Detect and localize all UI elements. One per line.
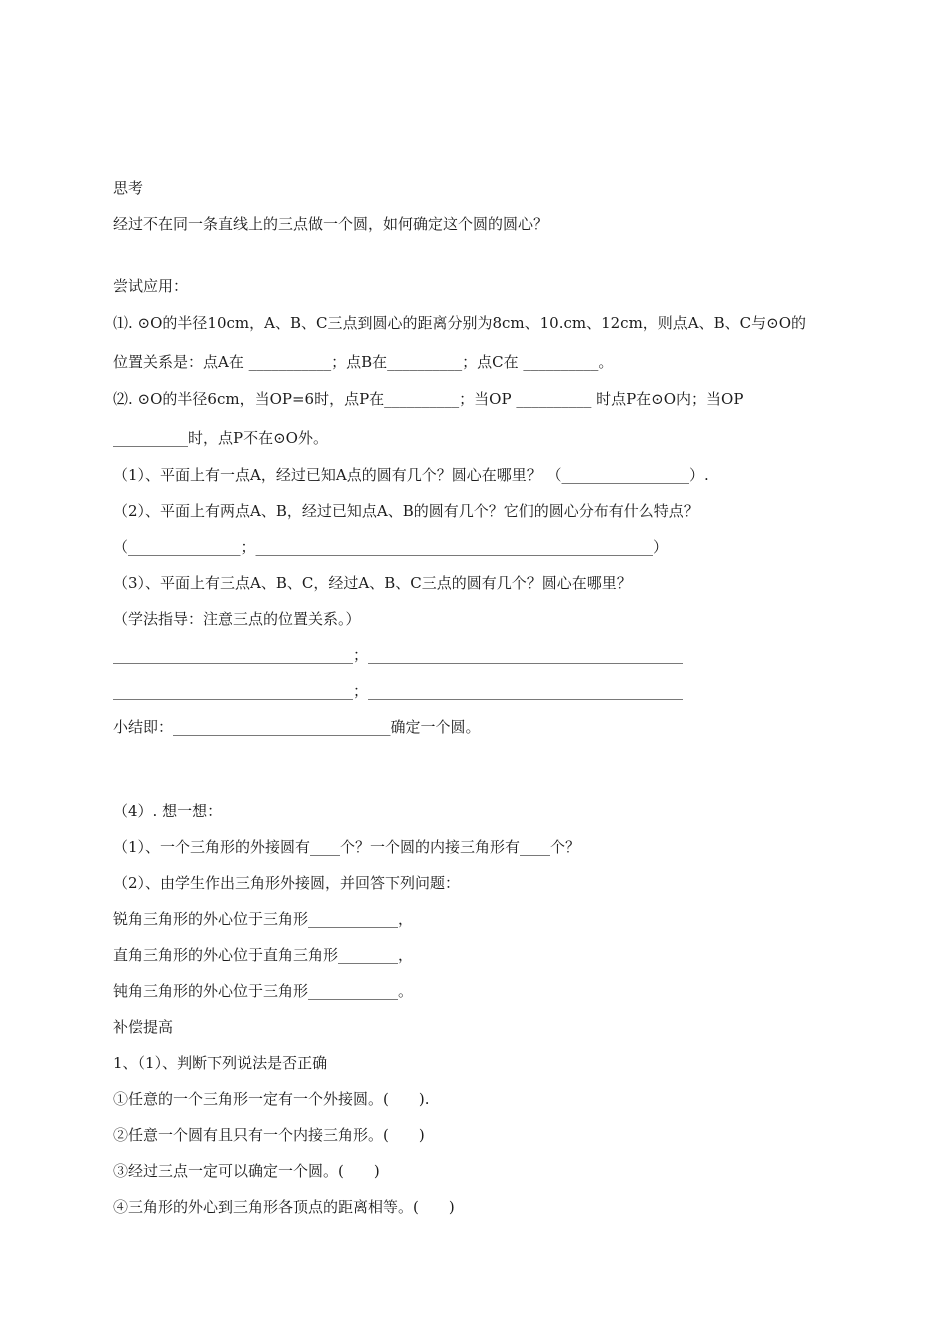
heading-think: 思考 [113,179,144,197]
judge-item-4: ④三角形的外心到三角形各顶点的距离相等。( ) [113,1198,455,1216]
judge-title: 1、（1）、判断下列说法是否正确 [113,1054,328,1072]
q1-line2: 位置关系是：点A在 ___________；点B在__________；点C在 __________。 [113,353,614,371]
judge-item-2: ②任意一个圆有且只有一个内接三角形。( ) [113,1126,425,1144]
prompt-two-points: （2）、平面上有两点A、B，经过已知点A、B的圆有几个？它们的圆心分布有什么特点？ [113,502,699,520]
obtuse-triangle-line: 钝角三角形的外心位于三角形____________。 [113,982,414,1000]
summary-line: 小结即：_____________________________确定一个圆。 [113,718,481,736]
q1-line1: ⑴. ⊙O的半径10cm，A、B、C三点到圆心的距离分别为8cm、10.cm、12cm，则点A、B、C与⊙O的 [113,314,807,332]
acute-triangle-line: 锐角三角形的外心位于三角形____________， [113,910,414,928]
q2-line1: ⑵. ⊙O的半径6cm，当OP=6时，点P在__________；当OP __________ 时点P在⊙O内；当OP [113,390,744,408]
right-triangle-line: 直角三角形的外心位于直角三角形________， [113,946,414,964]
q2-line2: __________时，点P不在⊙O外。 [113,429,328,447]
judge-item-1: ①任意的一个三角形一定有一个外接圆。( ). [113,1090,430,1108]
think4-q1: （1）、一个三角形的外接圆有____个？一个圆的内接三角形有____个？ [113,838,581,856]
heading-supplement: 补偿提高 [113,1018,174,1036]
think4-title: （4）. 想一想： [113,802,223,820]
prompt-three-points: （3）、平面上有三点A、B、C，经过A、B、C三点的圆有几个？圆心在哪里？ [113,574,632,592]
heading-try: 尝试应用： [113,277,189,295]
answer-line-2: ________________________________；__________________________________________ [113,682,684,700]
judge-item-3: ③经过三点一定可以确定一个圆。( ) [113,1162,380,1180]
prompt-one-point: （1）、平面上有一点A，经过已知A点的圆有几个？圆心在哪里？ （_________________）. [113,466,709,484]
think-question: 经过不在同一条直线上的三点做一个圆，如何确定这个圆的圆心？ [113,215,549,233]
prompt-two-points-blank: （_______________；_____________________________________________________） [113,538,669,556]
study-hint: （学法指导：注意三点的位置关系。） [113,610,361,628]
answer-line-1: ________________________________；__________________________________________ [113,646,684,664]
think4-q2: （2）、由学生作出三角形外接圆，并回答下列问题： [113,874,461,892]
